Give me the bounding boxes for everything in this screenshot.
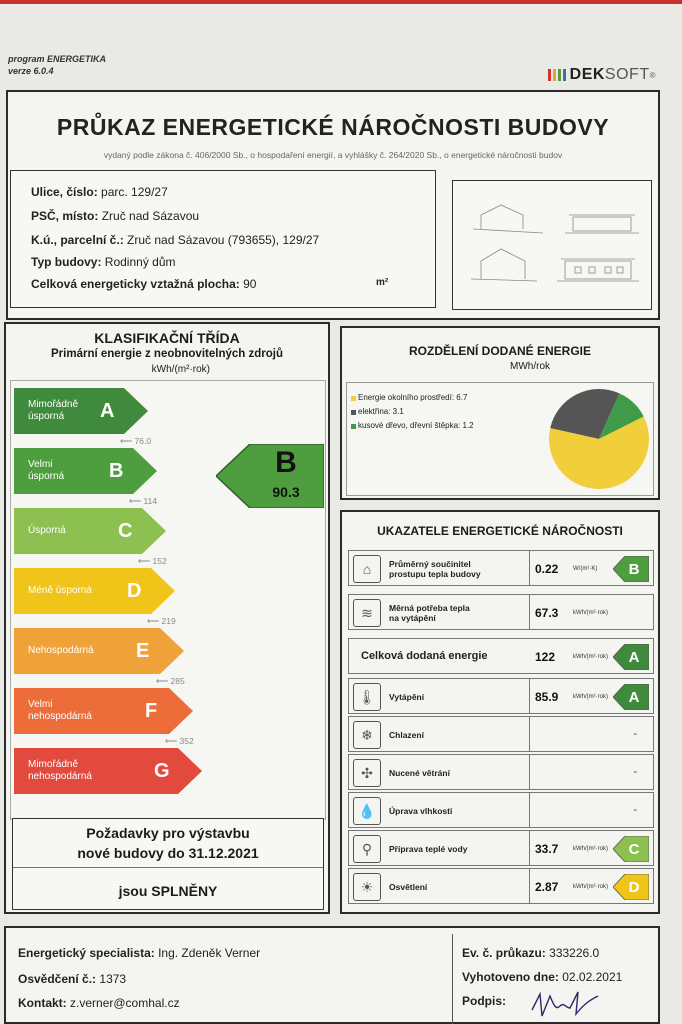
distribution-unit: MWh/rok (510, 361, 550, 372)
indicator-name-line2: prostupu tepla budovy (389, 569, 481, 579)
indicator-separator (529, 755, 530, 789)
indicator-value: 0.22 (535, 562, 559, 576)
class-label (28, 748, 92, 794)
indicator-dash: - (633, 766, 637, 778)
specialist-value: Ing. Zdeněk Verner (158, 946, 261, 960)
class-letter: G (154, 759, 170, 782)
ev-label: Ev. č. průkazu: (462, 946, 546, 960)
result-letter: B (275, 446, 297, 479)
indicator-unit: kWh/(m²·rok) (573, 610, 608, 616)
class-limit: ⟵ 114 (129, 496, 158, 506)
indicator-name: Celková dodaná energie (361, 650, 488, 662)
sign-label: Podpis: (462, 994, 506, 1008)
requirement-result: jsou SPLNĚNY (118, 883, 218, 899)
class-label-line1: Úsporná (28, 525, 66, 536)
legend-item (351, 419, 474, 433)
class-label-line2: nehospodárná (28, 711, 92, 722)
indicator-separator (529, 793, 530, 827)
indicators-title: UKAZATELE ENERGETICKÉ NÁROČNOSTI (377, 524, 623, 538)
indicator-class-letter: D (628, 878, 640, 896)
class-letter: F (145, 699, 158, 722)
indicator-unit: kWh/(m²·rok) (573, 654, 608, 660)
class-letter: C (118, 519, 133, 542)
indicator-name (389, 603, 470, 623)
class-label-line1: Mimořádně (28, 399, 79, 410)
class-label (28, 508, 66, 554)
class-arrow-e (14, 628, 184, 674)
program-name: program ENERGETIKA (8, 54, 107, 64)
legend-item (351, 405, 474, 419)
indicator-class-letter: B (628, 560, 640, 578)
distribution-panel (340, 326, 660, 500)
deksoft-logo (548, 66, 656, 84)
building-info (10, 170, 436, 308)
indicator-unit: kWh/(m²·rok) (573, 884, 608, 890)
indicator-row (348, 678, 654, 714)
legend-label: Energie okolního prostředí: 6.7 (358, 393, 468, 402)
class-arrow-a (14, 388, 148, 434)
indicator-dash: - (633, 728, 637, 740)
class-label (28, 628, 94, 674)
legend-item (351, 391, 474, 405)
indicator-name-line1: Průměrný součinitel (389, 559, 471, 569)
document-title: PRŮKAZ ENERGETICKÉ NÁROČNOSTI BUDOVY (56, 114, 610, 140)
lightbulb-icon: ☀ (353, 873, 381, 901)
distribution-legend (351, 391, 474, 433)
area-unit: m² (376, 277, 389, 288)
psc-value: Zruč nad Sázavou (101, 209, 200, 223)
distribution-chart-area (346, 382, 654, 496)
ku-row (31, 233, 319, 247)
requirement-divider (13, 867, 323, 868)
class-label-line1: Méně úsporná (28, 585, 92, 596)
class-label (28, 568, 92, 614)
class-arrow-g (14, 748, 202, 794)
street-label: Ulice, číslo: (31, 185, 98, 199)
indicator-name: Nucené větrání (389, 768, 450, 778)
cert-value: 1373 (99, 972, 127, 986)
indicator-row (348, 716, 654, 752)
street-row (31, 185, 168, 199)
class-label-line1: Nehospodárná (28, 645, 94, 656)
house-elevations-icon (453, 181, 649, 307)
indicator-dash: - (633, 804, 637, 816)
legend-swatch (351, 396, 356, 401)
street-value: parc. 129/27 (101, 185, 168, 199)
indicator-unit: W/(m²·K) (573, 566, 598, 572)
class-label-line2: úsporná (28, 471, 65, 482)
area-row (31, 277, 421, 291)
date-row (462, 970, 622, 984)
indicator-separator (529, 869, 530, 903)
indicator-separator (529, 595, 530, 629)
indicator-value: 67.3 (535, 606, 559, 620)
class-arrow-b (14, 448, 157, 494)
indicator-row (348, 550, 654, 586)
indicator-name-line2: na vytápění (389, 613, 436, 623)
class-label-line1: Velmi (28, 459, 53, 470)
indicator-class-letter: C (628, 840, 640, 858)
indicator-value: 122 (535, 650, 556, 664)
indicator-row (348, 792, 654, 828)
indicator-value: 2.87 (535, 880, 559, 894)
legend-label: kusové dřevo, dřevní štěpka: 1.2 (358, 421, 474, 430)
logo-rest: SOFT (604, 66, 650, 83)
area-value: 90 (243, 277, 257, 291)
psc-row (31, 209, 199, 223)
contact-value: z.verner@comhal.cz (70, 996, 180, 1010)
indicator-name: Příprava teplé vody (389, 844, 468, 854)
class-arrow-c (14, 508, 166, 554)
requirements-box (12, 818, 324, 910)
indicator-row (348, 754, 654, 790)
ku-value: Zruč nad Sázavou (793655), 129/27 (127, 233, 320, 247)
indicator-class-letter: A (628, 688, 640, 706)
indicator-name: Úprava vlhkosti (389, 806, 453, 816)
logo-bold: DEK (569, 66, 605, 83)
class-label (28, 448, 64, 494)
indicator-row (348, 594, 654, 630)
top-red-strip (0, 0, 682, 4)
document-subtitle: vydaný podle zákona č. 406/2000 Sb., o hospodaření energií, a vyhlášky č. 264/2020 Sb., o energetické náročnosti budov (103, 150, 563, 160)
requirement-line2: nové budovy do 31.12.2021 (77, 845, 259, 861)
ev-value: 333226.0 (549, 946, 600, 960)
house-icon: ⌂ (353, 555, 381, 583)
classification-title: KLASIFIKAČNÍ TŘÍDA (94, 330, 240, 346)
class-letter: A (100, 399, 115, 422)
class-label-line1: Mimořádně (28, 759, 79, 770)
class-limit: ⟵ 152 (138, 556, 167, 566)
indicator-class-letter: A (628, 648, 640, 666)
cert-row (18, 972, 126, 986)
area-label: Celková energeticky vztažná plocha: (31, 277, 240, 291)
legend-label: elektřina: 3.1 (358, 407, 404, 416)
indicator-value: 85.9 (535, 690, 559, 704)
class-arrow-d (14, 568, 175, 614)
footer-panel (4, 926, 660, 1024)
class-limit: ⟵ 352 (165, 736, 194, 746)
ku-label: K.ú., parcelní č.: (31, 233, 124, 247)
indicator-separator (529, 717, 530, 751)
type-value: Rodinný dům (104, 255, 176, 269)
classification-subtitle: Primární energie z neobnovitelných zdrojů (51, 348, 283, 360)
indicator-name-line1: Měrná potřeba tepla (389, 603, 470, 613)
requirement-line1: Požadavky pro výstavbu (86, 825, 250, 841)
specialist-label: Energetický specialista: (18, 946, 155, 960)
logo-mark: ® (649, 70, 656, 80)
cooling-icon: ❄ (353, 721, 381, 749)
class-limit: ⟵ 219 (147, 616, 176, 626)
building-drawings (452, 180, 652, 310)
class-label-line1: Velmi (28, 699, 53, 710)
distribution-pie (547, 387, 651, 491)
humidity-icon: 💧 (353, 797, 381, 825)
class-label (28, 688, 92, 734)
legend-swatch (351, 424, 356, 429)
indicator-value: 33.7 (535, 842, 559, 856)
signature-icon (528, 986, 608, 1022)
type-row (31, 255, 176, 269)
indicator-unit: kWh/(m²·rok) (573, 694, 608, 700)
contact-label: Kontakt: (18, 996, 67, 1010)
indicator-row (348, 868, 654, 904)
indicator-name: Chlazení (389, 730, 424, 740)
ev-row (462, 946, 599, 960)
classification-unit: kWh/(m²·rok) (151, 364, 210, 375)
class-limit: ⟵ 285 (156, 676, 185, 686)
result-arrow (216, 444, 324, 508)
tap-icon: ⚲ (353, 835, 381, 863)
thermometer-icon: 🌡 (353, 683, 381, 711)
logo-bars-icon (548, 69, 566, 81)
class-letter: E (136, 639, 150, 662)
fan-icon: ✣ (353, 759, 381, 787)
contact-row (18, 996, 180, 1010)
indicator-separator (529, 679, 530, 713)
indicator-row (348, 830, 654, 866)
program-version: verze 6.0.4 (8, 66, 54, 76)
footer-divider (452, 934, 453, 1024)
type-label: Typ budovy: (31, 255, 102, 269)
indicator-row (348, 638, 654, 674)
indicator-name: Vytápění (389, 692, 425, 702)
class-limit: ⟵ 76.0 (120, 436, 152, 446)
class-letter: D (127, 579, 142, 602)
legend-swatch (351, 410, 356, 415)
indicator-separator (529, 551, 530, 585)
heat-waves-icon: ≋ (353, 599, 381, 627)
date-value: 02.02.2021 (562, 970, 623, 984)
class-label (28, 388, 78, 434)
cert-label: Osvědčení č.: (18, 972, 97, 986)
result-value: 90.3 (272, 484, 300, 500)
indicators-panel (340, 510, 660, 914)
psc-label: PSČ, místo: (31, 209, 99, 223)
indicator-unit: kWh/(m²·rok) (573, 846, 608, 852)
class-letter: B (109, 459, 124, 482)
indicator-name (389, 559, 481, 579)
indicator-separator (529, 831, 530, 865)
sign-row (462, 994, 506, 1008)
specialist-row (18, 946, 260, 960)
class-label-line2: nehospodárná (28, 771, 92, 782)
distribution-title: ROZDĚLENÍ DODANÉ ENERGIE (408, 344, 591, 358)
indicator-name: Osvětlení (389, 882, 428, 892)
date-label: Vyhotoveno dne: (462, 970, 559, 984)
class-label-line2: úsporná (28, 411, 65, 422)
class-arrow-f (14, 688, 193, 734)
